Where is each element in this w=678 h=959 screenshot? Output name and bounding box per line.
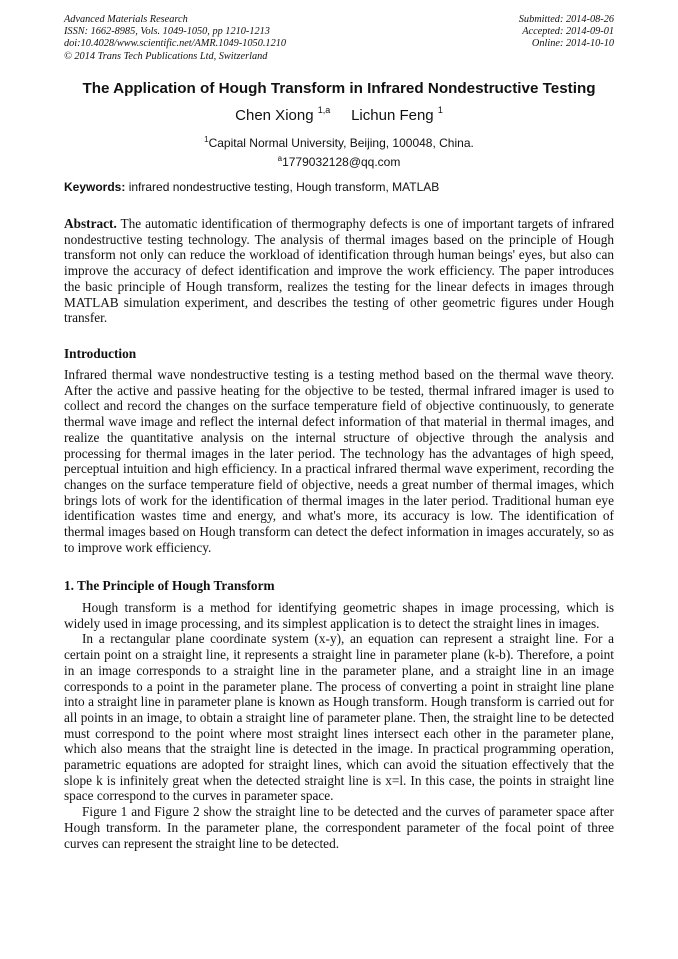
affiliation-line <box>0 132 678 151</box>
body-paragraph: In a rectangular plane coordinate system (x-y), an equation can represent a straight line. For a certain point on a straight line, it represents a straight line in parameter plane (k-b). Therefore, a point in an image corresponds to a straight line in the parameter plane, and a straight line in an image corresponds to a point in the parameter plane. The process of converting a point in straight line plane into a straight line in parameter plane is known as Hough transform. Hough transform is carried out for all points in an image, to obtain a straight line of parameter plane. Then, the straight line to be detected must correspond to the point where most straight lines intersect each other in the parameter plane, which also means that the straight line is detected in the image. In practical programming operation, parametric equations are adopted for straight lines, which can avoid the situation effectively that the slope k is infinitely great when the detected straight line is x=l. In this case, the points in straight line space correspond to the curves in parameter space. <box>64 631 614 804</box>
author-affiliation-mark: 1 <box>437 105 443 115</box>
doi-line: doi:10.4028/www.scientific.net/AMR.1049-1050.1210 <box>64 38 287 50</box>
accepted-date: Accepted: 2014-09-01 <box>522 26 614 38</box>
section-heading: 1. The Principle of Hough Transform <box>64 578 275 593</box>
affiliation-block <box>0 132 678 170</box>
author-email: 1779032128@qq.com <box>282 155 401 169</box>
introduction-paragraph: Infrared thermal wave nondestructive testing is a testing method based on the thermal wave theory. After the active and passive heating for the objective to be tested, thermal infrared imager is used to collect and record the changes on the surface temperature field of objective continuously, to generate thermal wave image and reflect the internal defect information of that material in thermal images, and realize the quantitative analysis on the internal structure of objective through the analysis and processing for thermal images in the later period. The technology has the advantages of high speed, perceptual intuition and high efficiency. In a practical infrared thermal wave experiment, recording the changes on the surface temperature field of objective, needs a great number of thermal images, which brings lots of work for the identification of thermal images in the later period. Traditional human eye identification wastes time and energy, and what's more, its accuracy is low. The identification of thermal images based on Hough transform can detect the defect information in images accurately, so as to improve work efficiency. <box>64 367 614 555</box>
submitted-date: Submitted: 2014-08-26 <box>518 14 614 25</box>
journal-info <box>64 14 286 63</box>
body-paragraph: Hough transform is a method for identifying geometric shapes in image processing, which is widely used in image processing, and its simplest application is to detect the straight lines in images. <box>64 600 614 631</box>
keywords <box>64 180 439 194</box>
email-mark: a <box>277 154 283 163</box>
abstract-text: The automatic identification of thermography defects is one of important targets of infrared nondestructive testing technology. The analysis of thermal images based on the principle of Hough transform not only can reduce the workload of identification through human beings' eyes, but also can improve the accuracy of defect identification and improve the work efficiency. The paper introduces the basic principle of Hough transform, realizes the testing for the linear defects in images through MATLAB simulation experiment, and describes the testing of other geometric figures under Hough transfer. <box>64 216 614 326</box>
affiliation-text: Capital Normal University, Beijing, 100048, China. <box>208 136 474 150</box>
keywords-text: infrared nondestructive testing, Hough transform, MATLAB <box>125 180 440 194</box>
author-name: Chen Xiong <box>235 107 318 124</box>
issn-line: ISSN: 1662-8985, Vols. 1049-1050, pp 1210-1213 <box>64 26 270 38</box>
affiliation-mark: 1 <box>204 135 209 144</box>
email-line <box>0 151 678 170</box>
journal-name: Advanced Materials Research <box>64 14 188 25</box>
abstract-label: Abstract. <box>64 216 117 231</box>
online-date: Online: 2014-10-10 <box>531 38 614 50</box>
keywords-label: Keywords: <box>64 180 126 194</box>
section-heading: Introduction <box>64 346 137 361</box>
copyright-line: © 2014 Trans Tech Publications Ltd, Switzerland <box>64 50 268 62</box>
publication-dates <box>519 14 614 51</box>
section-body <box>64 600 614 851</box>
abstract <box>64 216 614 326</box>
author-affiliation-mark: 1,a <box>317 105 331 115</box>
author-name: Lichun Feng <box>351 107 438 124</box>
body-paragraph: Figure 1 and Figure 2 show the straight line to be detected and the curves of parameter space after Hough transform. In the parameter plane, the correspondent parameter of the focal point of three curves can represent the straight line to be detected. <box>64 804 614 851</box>
author-list <box>0 105 678 124</box>
paper-title: The Application of Hough Transform in Infrared Nondestructive Testing <box>82 80 596 97</box>
